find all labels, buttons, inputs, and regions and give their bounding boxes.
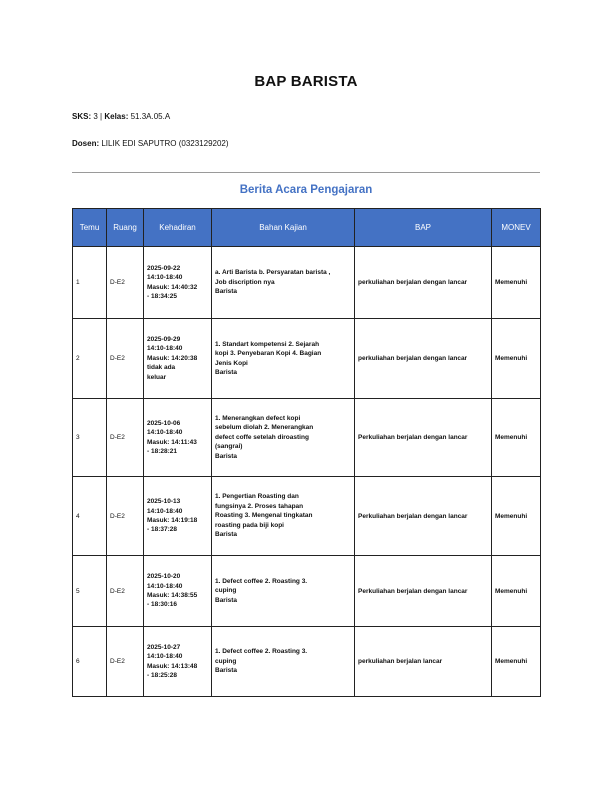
cell-kehadiran: 2025-09-22 14:10-18:40 Masuk: 14:40:32 - 18:34:25 [144,247,212,319]
table-row [73,556,541,627]
cell-kehadiran: 2025-10-20 14:10-18:40 Masuk: 14:38:55 - 18:30:16 [144,556,212,627]
cell-bahan-kajian: 1. Standart kompetensi 2. Sejarah kopi 3. Penyebaran Kopi 4. Bagian Jenis Kopi Barista [212,319,355,399]
cell-monev: Memenuhi [492,627,541,697]
cell-temu: 1 [73,247,107,319]
cell-ruang: D-E2 [107,477,144,556]
sks-label: SKS: [72,112,92,121]
section-title: Berita Acara Pengajaran [239,184,373,196]
table-header-row [73,209,541,247]
cell-bahan-kajian: 1. Defect coffee 2. Roasting 3. cuping Barista [212,556,355,627]
table-row [73,477,541,556]
cell-kehadiran: 2025-09-29 14:10-18:40 Masuk: 14:20:38 tidak ada keluar [144,319,212,399]
cell-bahan-kajian: 1. Menerangkan defect kopi sebelum diolah 2. Menerangkan defect coffe setelah diroasting (sangrai) Barista [212,399,355,477]
cell-bap: perkuliahan berjalan dengan lancar [355,319,492,399]
page-title: BAP BARISTA [254,73,358,90]
cell-kehadiran: 2025-10-06 14:10-18:40 Masuk: 14:11:43 - 18:28:21 [144,399,212,477]
table-row [73,247,541,319]
cell-temu: 6 [73,627,107,697]
divider [72,172,540,173]
cell-bap: Perkuliahan berjalan dengan lancar [355,477,492,556]
table-row [73,627,541,697]
cell-ruang: D-E2 [107,627,144,697]
cell-bahan-kajian: a. Arti Barista b. Persyaratan barista , Job discription nya Barista [212,247,355,319]
table-row [73,399,541,477]
cell-ruang: D-E2 [107,399,144,477]
cell-temu: 2 [73,319,107,399]
cell-bap: perkuliahan berjalan lancar [355,627,492,697]
cell-monev: Memenuhi [492,247,541,319]
cell-kehadiran: 2025-10-13 14:10-18:40 Masuk: 14:19:18 - 18:37:28 [144,477,212,556]
cell-monev: Memenuhi [492,556,541,627]
cell-ruang: D-E2 [107,247,144,319]
cell-bahan-kajian: 1. Defect coffee 2. Roasting 3. cuping Barista [212,627,355,697]
header-temu: Temu [73,209,107,247]
lecturer-line [72,139,229,148]
header-kehadiran: Kehadiran [144,209,212,247]
cell-temu: 3 [73,399,107,477]
dosen-value: LILIK EDI SAPUTRO (0323129202) [101,139,229,148]
cell-temu: 4 [73,477,107,556]
cell-bap: Perkuliahan berjalan dengan lancar [355,399,492,477]
header-monev: MONEV [492,209,541,247]
bap-table [72,208,541,697]
cell-ruang: D-E2 [107,556,144,627]
cell-monev: Memenuhi [492,477,541,556]
dosen-label: Dosen: [72,139,100,148]
course-meta-line [72,112,170,121]
cell-monev: Memenuhi [492,319,541,399]
header-bap: BAP [355,209,492,247]
cell-bap: Perkuliahan berjalan dengan lancar [355,556,492,627]
header-ruang: Ruang [107,209,144,247]
sks-value: 3 | [93,112,105,121]
cell-bahan-kajian: 1. Pengertian Roasting dan fungsinya 2. Proses tahapan Roasting 3. Mengenal tingkatan roasting pada biji kopi Barista [212,477,355,556]
cell-temu: 5 [73,556,107,627]
cell-ruang: D-E2 [107,319,144,399]
kelas-label: Kelas: [104,112,129,121]
kelas-value: 51.3A.05.A [130,112,171,121]
cell-kehadiran: 2025-10-27 14:10-18:40 Masuk: 14:13:48 - 18:25:28 [144,627,212,697]
header-bahan-kajian: Bahan Kajian [212,209,355,247]
cell-monev: Memenuhi [492,399,541,477]
table-row [73,319,541,399]
cell-bap: perkuliahan berjalan dengan lancar [355,247,492,319]
